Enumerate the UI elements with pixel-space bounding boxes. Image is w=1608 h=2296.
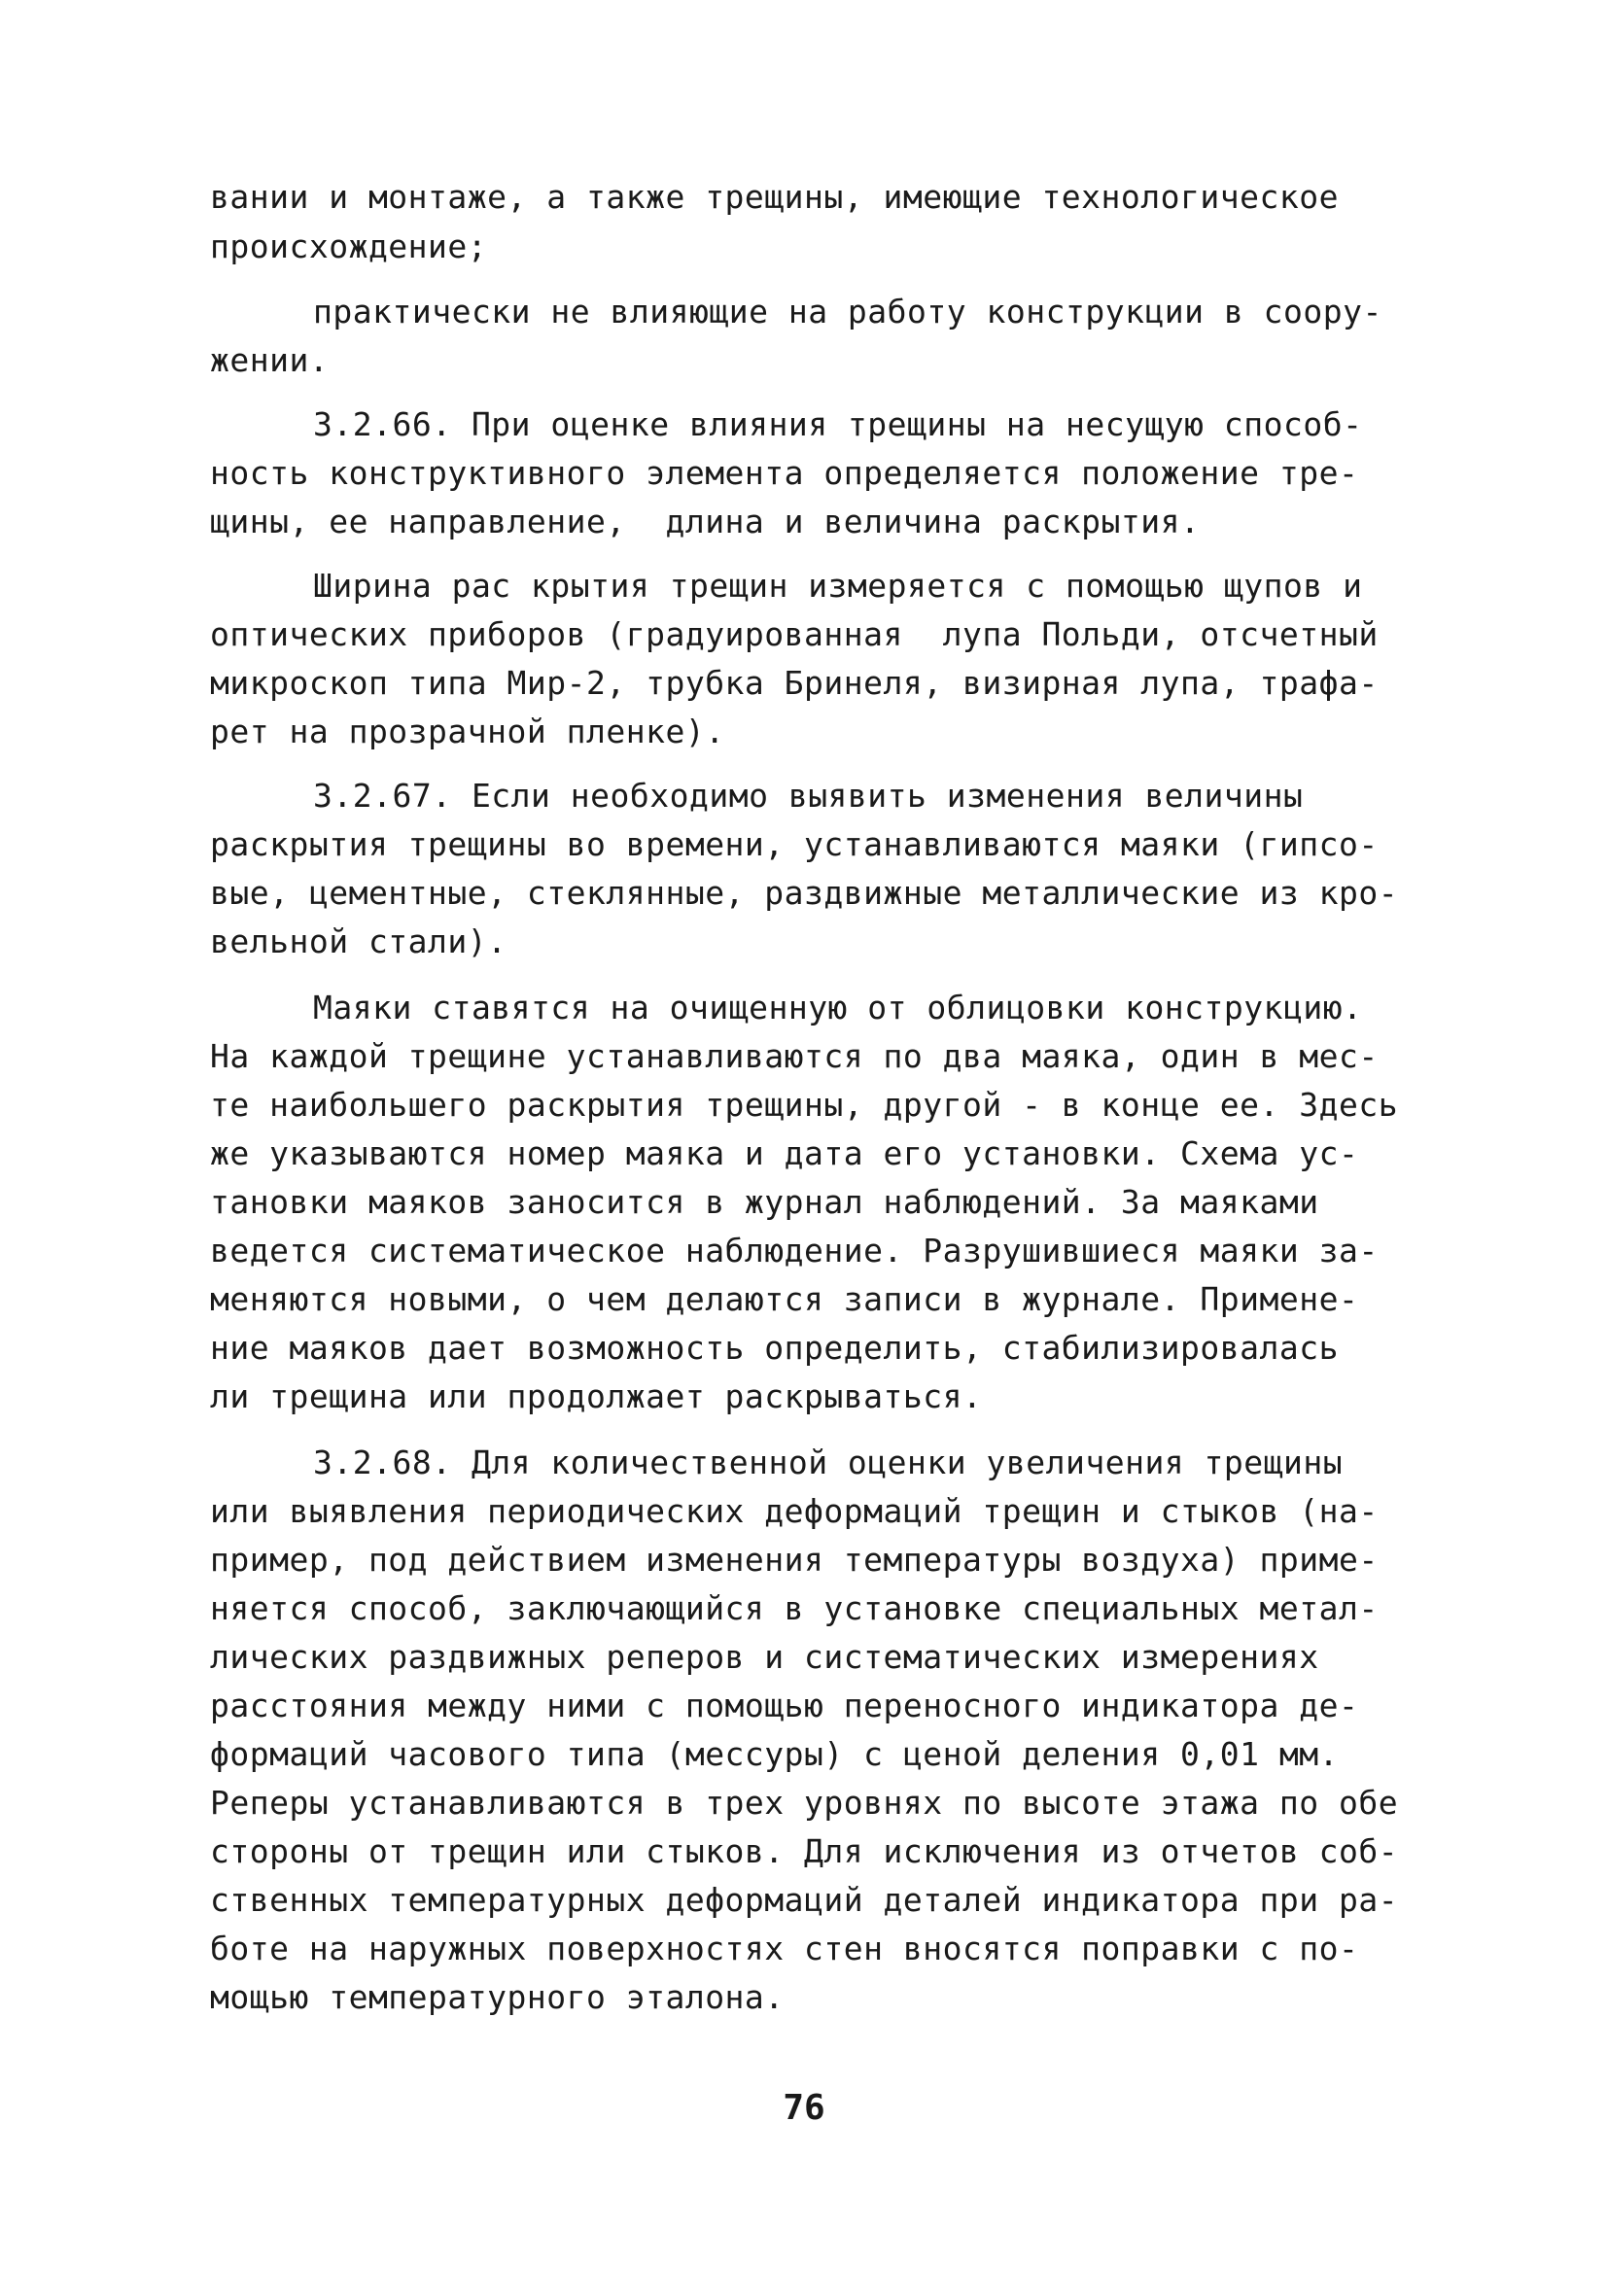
section-3-2-66-heading-line: 3.2.66. При оценке влияния трещины на несущую способ-	[313, 405, 1363, 443]
text-line: ние маяков дает возможность определить, стабилизировалась	[210, 1329, 1339, 1367]
text-line: Маяки ставятся на очищенную от облицовки конструкцию.	[313, 989, 1363, 1026]
section-3-2-67-heading-line: 3.2.67. Если необходимо выявить изменения величины	[313, 777, 1304, 815]
text-line: Ширина рас крытия трещин измеряется с помощью щупов и	[313, 567, 1363, 605]
text-line: те наибольшего раскрытия трещины, другой - в конце ее. Здесь	[210, 1086, 1399, 1124]
text-line: пример, под действием изменения температуры воздуха) приме-	[210, 1541, 1379, 1579]
text-line: мощью температурного эталона.	[210, 1978, 785, 2016]
text-line: формаций часового типа (мессуры) с ценой деления 0,01 мм.	[210, 1735, 1339, 1773]
text-line: На каждой трещине устанавливаются по два маяка, один в мес-	[210, 1037, 1379, 1075]
text-line: вании и монтаже, а также трещины, имеющие технологическое	[210, 178, 1339, 216]
text-line: оптических приборов (градуированная лупа Польди, отсчетный	[210, 615, 1379, 653]
text-line: боте на наружных поверхностях стен вносятся поправки с по-	[210, 1930, 1359, 1967]
page-number: 76	[783, 2088, 825, 2128]
text-line: раскрытия трещины во времени, устанавливаются маяки (гипсо-	[210, 825, 1379, 863]
text-line: микроскоп типа Мир-2, трубка Бринеля, визирная лупа, трафа-	[210, 664, 1379, 702]
section-3-2-68-heading-line: 3.2.68. Для количественной оценки увеличения трещины	[313, 1444, 1344, 1481]
text-line: практически не влияющие на работу конструкции в соору-	[313, 293, 1382, 330]
text-line: вельной стали).	[210, 922, 507, 960]
text-line: рет на прозрачной пленке).	[210, 713, 725, 750]
text-line: вые, цементные, стеклянные, раздвижные металлические из кро-	[210, 874, 1399, 912]
text-line: лических раздвижных реперов и систематических измерениях	[210, 1638, 1319, 1676]
text-line: или выявления периодических деформаций трещин и стыков (на-	[210, 1492, 1379, 1530]
text-line: происхождение;	[210, 227, 488, 265]
text-line: ли трещина или продолжает раскрываться.	[210, 1377, 983, 1415]
text-line: расстояния между ними с помощью переносного индикатора де-	[210, 1687, 1359, 1724]
text-line: Реперы устанавливаются в трех уровнях по высоте этажа по обе	[210, 1784, 1399, 1822]
text-line: щины, ее направление, длина и величина раскрытия.	[210, 503, 1201, 540]
text-line: ность конструктивного элемента определяется положение тре-	[210, 454, 1359, 492]
text-line: тановки маяков заносится в журнал наблюдений. За маяками	[210, 1183, 1319, 1221]
text-line: няется способ, заключающийся в установке специальных метал-	[210, 1589, 1379, 1627]
text-line: ведется систематическое наблюдение. Разрушившиеся маяки за-	[210, 1232, 1379, 1270]
text-line: ственных температурных деформаций деталей индикатора при ра-	[210, 1881, 1399, 1919]
text-line: меняются новыми, о чем делаются записи в журнале. Примене-	[210, 1280, 1359, 1318]
text-line: же указываются номер маяка и дата его установки. Схема ус-	[210, 1134, 1359, 1172]
text-line: стороны от трещин или стыков. Для исключения из отчетов соб-	[210, 1832, 1399, 1870]
text-line: жении.	[210, 341, 330, 379]
